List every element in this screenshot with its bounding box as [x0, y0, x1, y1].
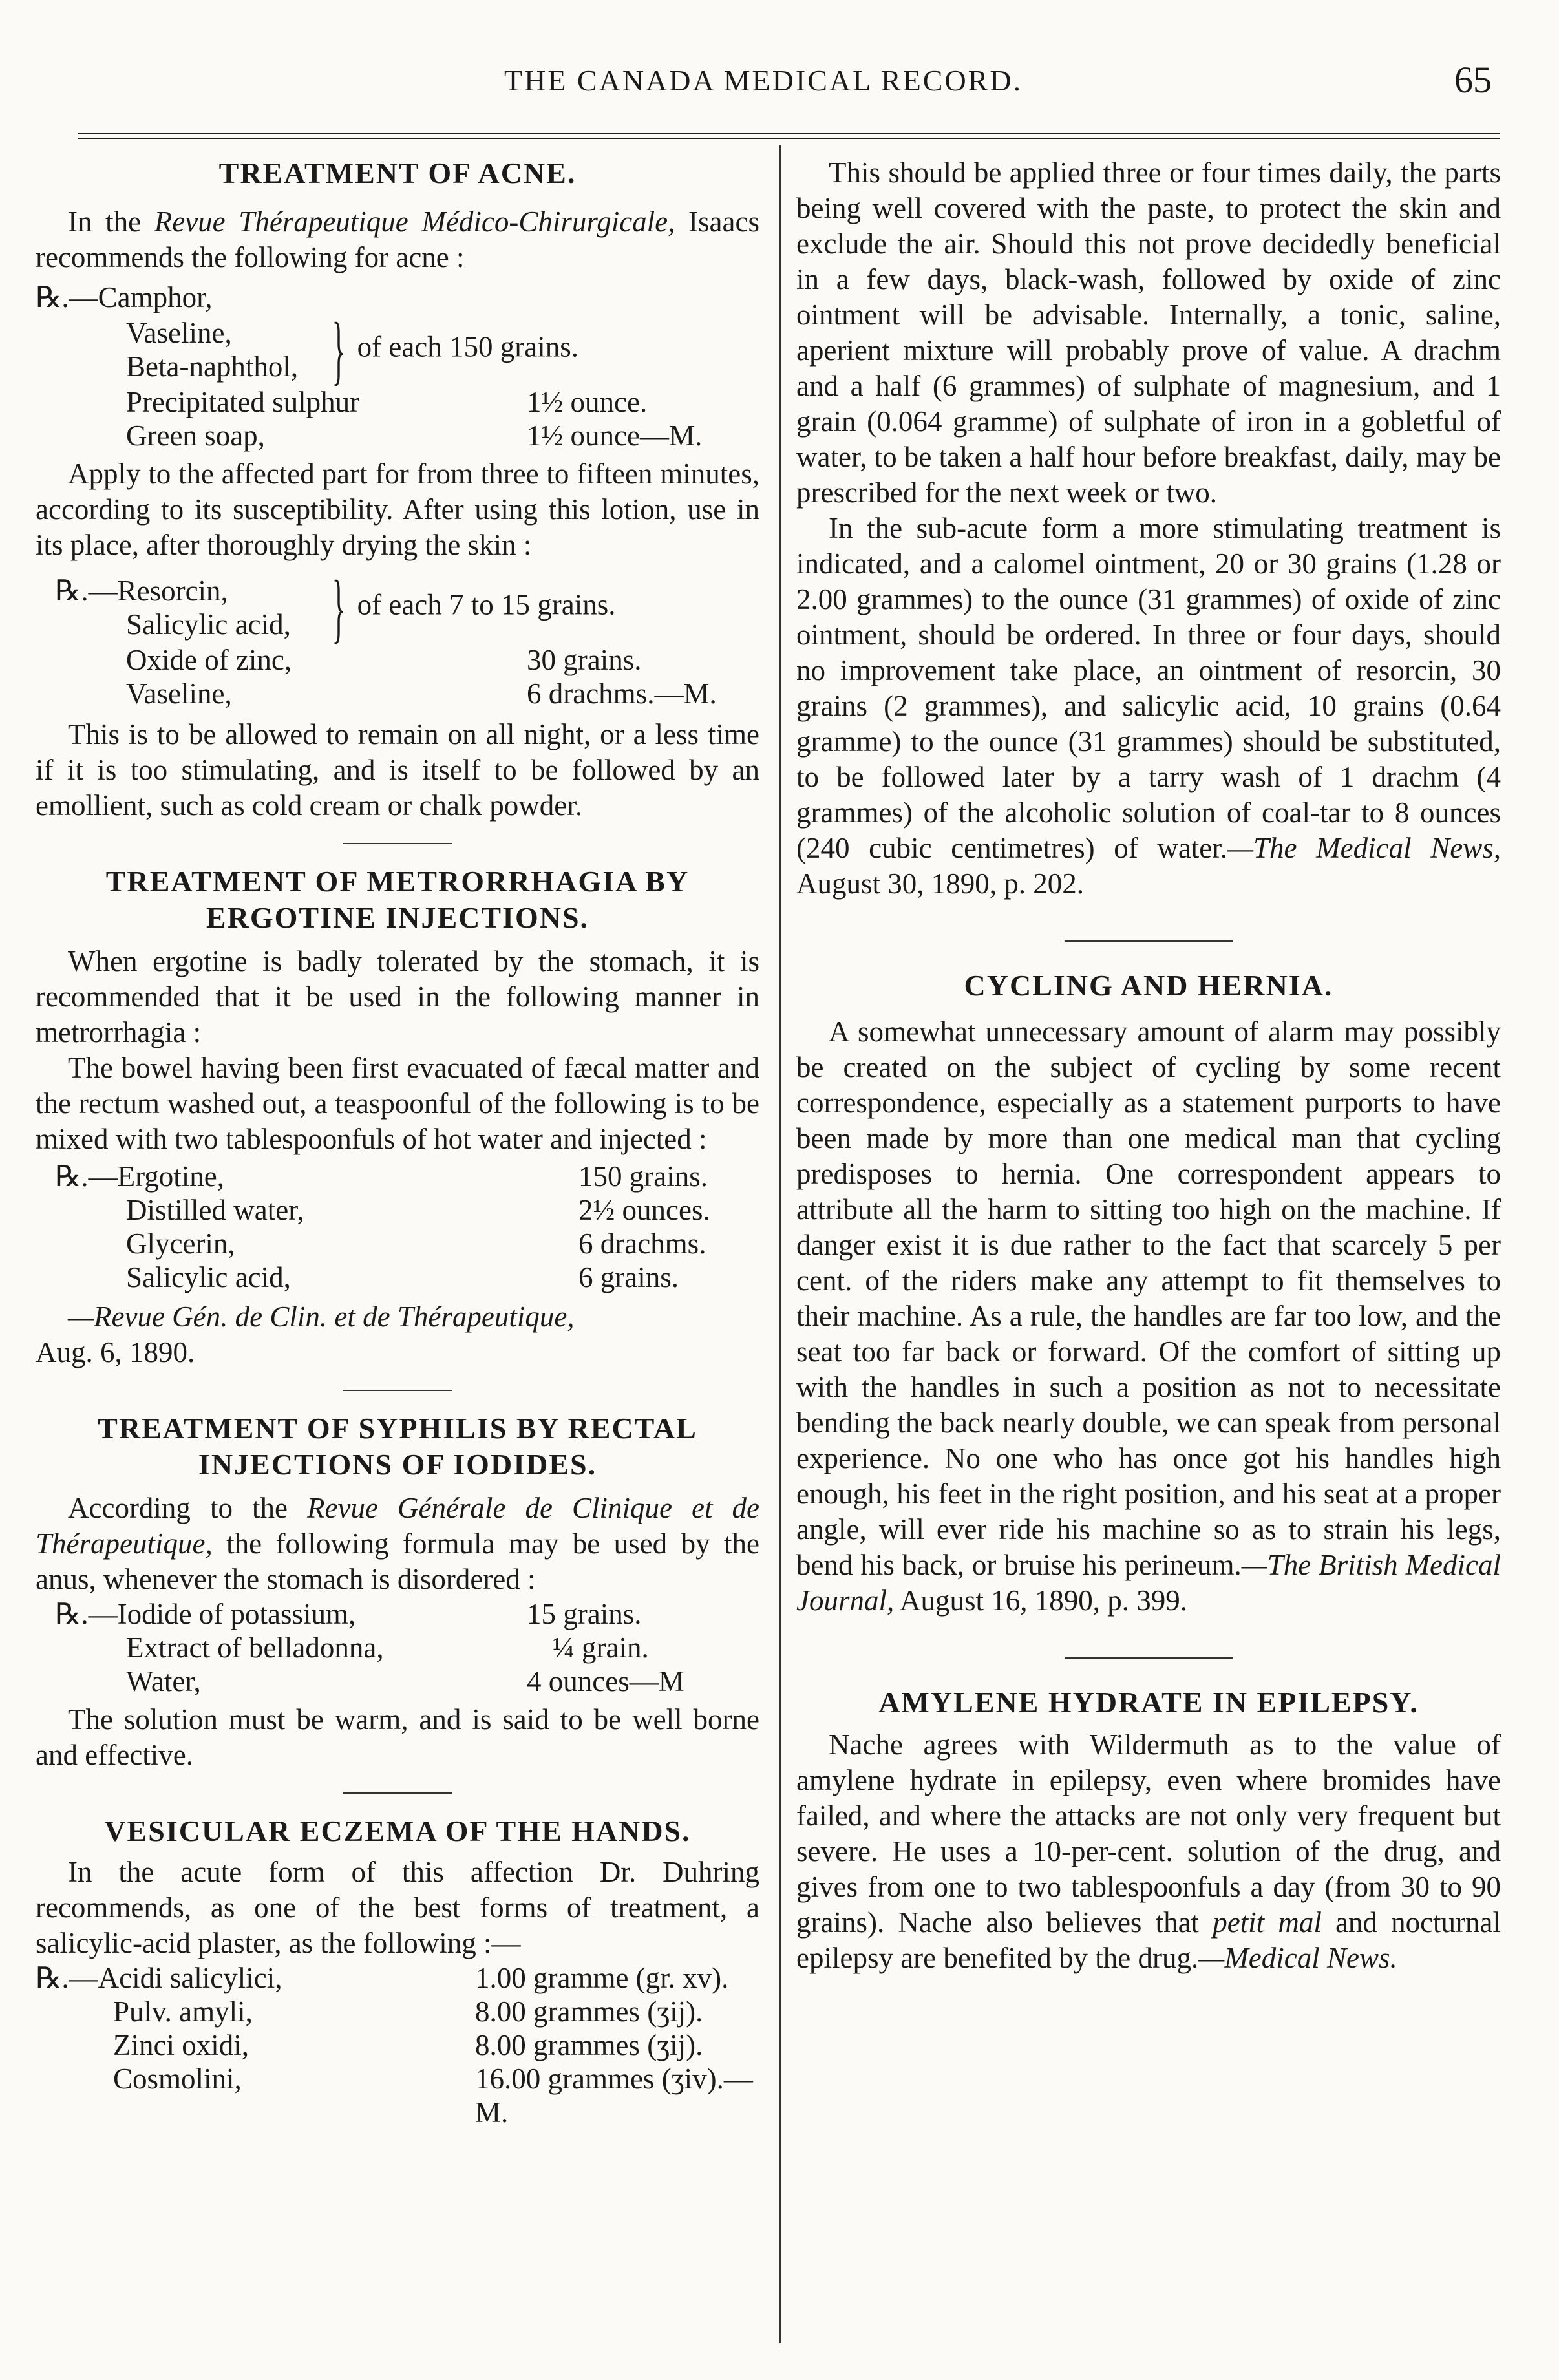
article-paragraph: According to the Revue Générale de Clinique et de Thérapeutique, the following formula may be used by the anus, whenever the stomach is disordered :: [36, 1492, 759, 1595]
header-rule: [78, 133, 1500, 134]
article-acne: [36, 155, 759, 823]
source-citation: —The British Medical Journal,: [796, 1549, 1501, 1617]
brace-icon: }: [332, 564, 345, 650]
article-paragraph: Apply to the affected part for from three to fifteen minutes, according to its susceptibility. After using this lotion, use in its place, after thoroughly drying the skin :: [36, 458, 759, 561]
rx-row: ℞.—Acidi salicylici, 1.00 gramme (gr. xv).: [36, 1962, 729, 1994]
prescription-table: [36, 385, 759, 452]
article-paragraph: In the acute form of this affection Dr. Duhring recommends, as one of the best forms of treatment, a salicylic-acid plaster, as the following :—: [36, 1856, 759, 1959]
column-divider: [780, 145, 781, 2343]
article-paragraph: This is to be allowed to remain on all night, or a less time if it is too stimulating, and is itself to be followed by an emollient, such as cold cream or chalk powder.: [36, 718, 759, 822]
article-heading: VESICULAR ECZEMA OF THE HANDS.: [104, 1814, 691, 1847]
section-separator: [343, 843, 452, 844]
rx-row: Distilled water, 2½ ounces.: [126, 1194, 710, 1226]
article-acne-continued: [796, 155, 1501, 902]
prescription-table: [36, 1597, 759, 1698]
article-paragraph: The bowel having been first evacuated of fæcal matter and the rectum washed out, a teaspoonful of the following is to be mixed with two tablespoonfuls of hot water and injected :: [36, 1052, 759, 1155]
article-amylene: [796, 1684, 1501, 1976]
rx-row: Oxide of zinc, 30 grains.: [126, 644, 642, 676]
brace-icon: }: [332, 306, 345, 392]
rx-ingredient: ℞.—Camphor,: [36, 281, 213, 313]
source-citation: —Medical News.: [1198, 1942, 1397, 1974]
rx-row: Vaseline, 6 drachms.—M.: [126, 677, 717, 710]
rx-row: ℞.—Iodide of potassium, 15 grains.: [55, 1598, 642, 1630]
article-paragraph: The solution must be warm, and is said to be well borne and effective.: [36, 1703, 759, 1771]
header-rule-thin: [78, 138, 1500, 139]
rx-row: Cosmolini, 16.00 grammes (ʒiv).—M.: [113, 2063, 753, 2129]
right-column: [796, 155, 1501, 1976]
section-separator: [1065, 1657, 1233, 1659]
section-separator: [343, 1390, 452, 1391]
rx-row: Pulv. amyli, 8.00 grammes (ʒij).: [113, 1995, 703, 2028]
rx-row: ℞.—Ergotine, 150 grains.: [55, 1160, 708, 1193]
article-paragraph: A somewhat unnecessary amount of alarm may possibly be created on the subject of cycling by some recent correspondence, especially as a statement purports to have been made by more than one medical man that cycling predisposes to hernia. One correspondent appears to attribute all the harm to sitting too high on the machine. If danger exist it is due rather to the fact that scarcely 5 per cent. of the riders make any attempt to fit themselves to their machine. As a rule, the handles are far too low, and the seat too far back or forward. Of the comfort of sitting up with the handles in such a position as not to necessitate bending the back nearly double, we can speak from personal experience. No one who has once got his handles high enough, his feet in the right position, and his seat at a proper angle, will ever ride his machine so as to strain his legs, bend his back, or bruise his perineum.—The British Medical Journal, August 16, 1890, p. 399.: [796, 1015, 1501, 1617]
section-separator: [343, 1792, 452, 1794]
article-metrorrhagia: [36, 864, 759, 1370]
prescription-table: [36, 643, 759, 710]
rx-row: Green soap, 1½ ounce—M.: [126, 420, 703, 452]
article-cycling: [796, 968, 1501, 1619]
article-heading: TREATMENT OF METRORRHAGIA BY ERGOTINE INJECTIONS.: [105, 865, 690, 934]
running-title: THE CANADA MEDICAL RECORD.: [504, 64, 1023, 97]
rx-row: Precipitated sulphur 1½ ounce.: [126, 386, 648, 418]
rx-ingredient-group: ℞.—Resorcin, Salicylic acid,: [55, 575, 291, 641]
source-citation: —Revue Gén. de Clin. et de Thérapeutique,: [68, 1301, 575, 1333]
article-eczema: [36, 1813, 759, 2129]
source-citation: —The Medical News,: [1227, 832, 1501, 864]
rx-row: Glycerin, 6 drachms.: [126, 1227, 706, 1260]
article-paragraph: This should be applied three or four times daily, the parts being well covered with the paste, to protect the skin and exclude the air. Should this not prove decidedly beneficial in a few days, black-wash, followed by oxide of zinc ointment will be advisable. Internally, a tonic, saline, aperient mixture will probably prove of value. A drachm and a half (6 grammes) of sulphate of magnesium, and 1 grain (0.064 gramme) of sulphate of iron in a gobletful of water, to be taken a half hour before breakfast, daily, may be prescribed for the next week or two.: [796, 156, 1501, 509]
citation-date: Aug. 6, 1890.: [36, 1336, 195, 1368]
source-citation: Revue Thérapeutique Médico-Chirurgicale,: [154, 206, 675, 238]
article-heading: TREATMENT OF SYPHILIS BY RECTAL INJECTIONS OF IODIDES.: [98, 1412, 697, 1481]
prescription-table: [36, 1961, 759, 2129]
article-heading: AMYLENE HYDRATE IN EPILEPSY.: [878, 1686, 1419, 1719]
running-head: [0, 58, 1559, 103]
rx-ingredient-group: Vaseline, Beta-naphthol,: [126, 317, 299, 383]
article-paragraph: In the sub-acute form a more stimulating treatment is indicated, and a calomel ointment, 20 or 30 grains (1.28 or 2.00 grammes) to the ounce (31 grammes) of oxide of zinc ointment, should be ordered. In three or four days, should no improvement take place, an ointment of resorcin, 30 grains (2 grammes), and salicylic acid, 10 grains (0.64 gramme) to the ounce (31 grammes) should be substituted, to be followed later by a tarry wash of 1 drachm (4 grammes) of the alcoholic solution of coal-tar to 8 ounces (240 cubic centimetres) of water.—The Medical News, August 30, 1890, p. 202.: [796, 512, 1501, 900]
rx-row: Salicylic acid, 6 grains.: [126, 1261, 679, 1293]
prescription-table: [36, 281, 759, 392]
article-paragraph: Nache agrees with Wildermuth as to the value of amylene hydrate in epilepsy, even where bromides have failed, and where the attacks are not only very frequent but severe. He uses a 10-per-cent. solution of the drug, and gives from one to two tablespoonfuls a day (from 30 to 90 grains). Nache also believes that petit mal and nocturnal epilepsy are benefited by the drug.—Medical News.: [796, 1728, 1501, 1974]
rx-quantity: } of each 150 grains.: [332, 306, 578, 392]
rx-row: Extract of belladonna, ¼ grain.: [126, 1631, 649, 1664]
article-syphilis: [36, 1410, 759, 1773]
rx-row: Water, 4 ounces—M: [126, 1665, 684, 1697]
rx-quantity: } of each 7 to 15 grains.: [332, 564, 616, 650]
rx-row: Zinci oxidi, 8.00 grammes (ʒij).: [113, 2029, 703, 2061]
source-citation: Revue Générale de Clinique et de Thérapeutique,: [36, 1492, 759, 1560]
article-heading: TREATMENT OF ACNE.: [218, 156, 577, 189]
section-separator: [1065, 940, 1233, 942]
article-heading: CYCLING AND HERNIA.: [964, 969, 1333, 1002]
page-number: 65: [1454, 59, 1492, 101]
article-paragraph: When ergotine is badly tolerated by the stomach, it is recommended that it be used in the following manner in metrorrhagia :: [36, 945, 759, 1048]
prescription-table: [36, 564, 759, 650]
left-column: [36, 155, 759, 2129]
article-paragraph: In the Revue Thérapeutique Médico-Chirurgicale, Isaacs recommends the following for acne :: [36, 206, 759, 273]
prescription-table: [36, 1160, 759, 1294]
